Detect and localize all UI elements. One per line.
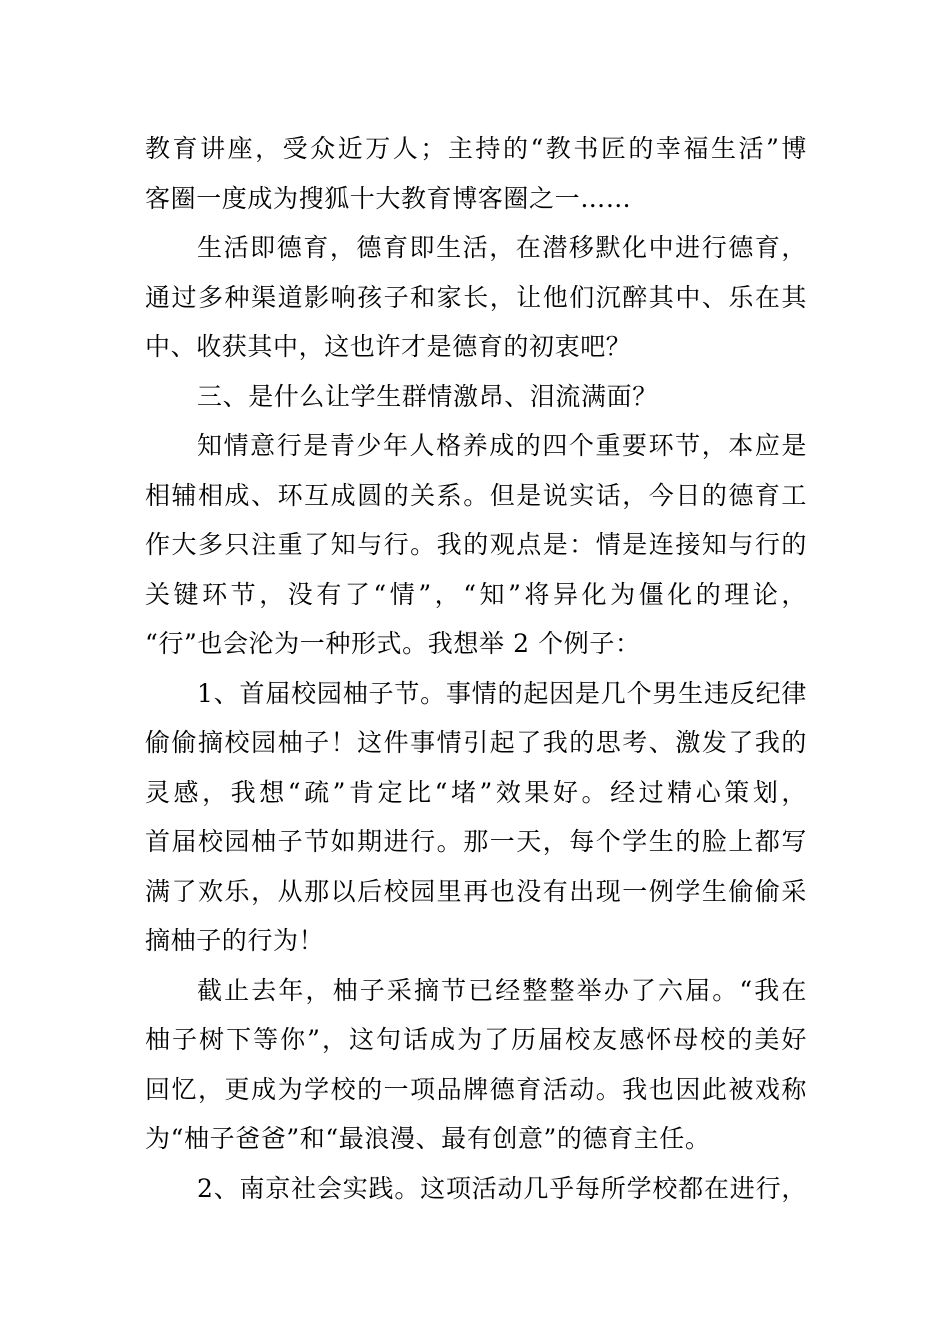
- text-line: 教育讲座，受众近万人；主持的“教书匠的幸福生活”博: [145, 134, 807, 163]
- paragraph-start-line: 生活即德育，德育即生活，在潜移默化中进行德育，: [197, 233, 807, 262]
- paragraph-start-line: 截止去年，柚子采摘节已经整整举办了六届。“我在: [197, 975, 807, 1005]
- text-line: “行”也会沦为一种形式。我想举 2 个例子：: [145, 629, 641, 658]
- text-line: 摘柚子的行为！: [145, 926, 325, 955]
- text-line: 客圈一度成为搜狐十大教育博客圈之一……: [145, 183, 632, 213]
- text-line: 通过多种渠道影响孩子和家长，让他们沉醉其中、乐在其: [145, 282, 807, 312]
- text-line: 灵感，我想“疏”肯定比“堵”效果好。经过精心策划，: [145, 777, 807, 807]
- text-line: 相辅相成、环互成圆的关系。但是说实话，今日的德育工: [145, 480, 807, 510]
- text-line: 满了欢乐，从那以后校园里再也没有出现一例学生偷偷采: [145, 876, 807, 906]
- text-line: 中、收获其中，这也许才是德育的初衷吧？: [145, 332, 632, 361]
- paragraph-start-line: 1、首届校园柚子节。事情的起因是几个男生违反纪律: [197, 678, 807, 708]
- text-line: 首届校园柚子节如期进行。那一天，每个学生的脸上都写: [145, 827, 807, 856]
- text-line: 偷偷摘校园柚子！这件事情引起了我的思考、激发了我的: [145, 728, 807, 757]
- text-line: 为“柚子爸爸”和“最浪漫、最有创意”的德育主任。: [145, 1124, 711, 1153]
- paragraph-start-line: 2、南京社会实践。这项活动几乎每所学校都在进行，: [197, 1173, 807, 1203]
- paragraph-start-line: 知情意行是青少年人格养成的四个重要环节，本应是: [197, 431, 807, 460]
- text-line: 柚子树下等你”，这句话成为了历届校友感怀母校的美好: [145, 1025, 807, 1054]
- text-line: 关键环节，没有了“情”，“知”将异化为僵化的理论，: [145, 579, 807, 609]
- document-page: [145, 124, 807, 1213]
- text-line: 作大多只注重了知与行。我的观点是：情是连接知与行的: [145, 530, 807, 559]
- section-heading: 三、是什么让学生群情激昂、泪流满面？: [197, 381, 658, 411]
- text-line: 回忆，更成为学校的一项品牌德育活动。我也因此被戏称: [145, 1074, 807, 1104]
